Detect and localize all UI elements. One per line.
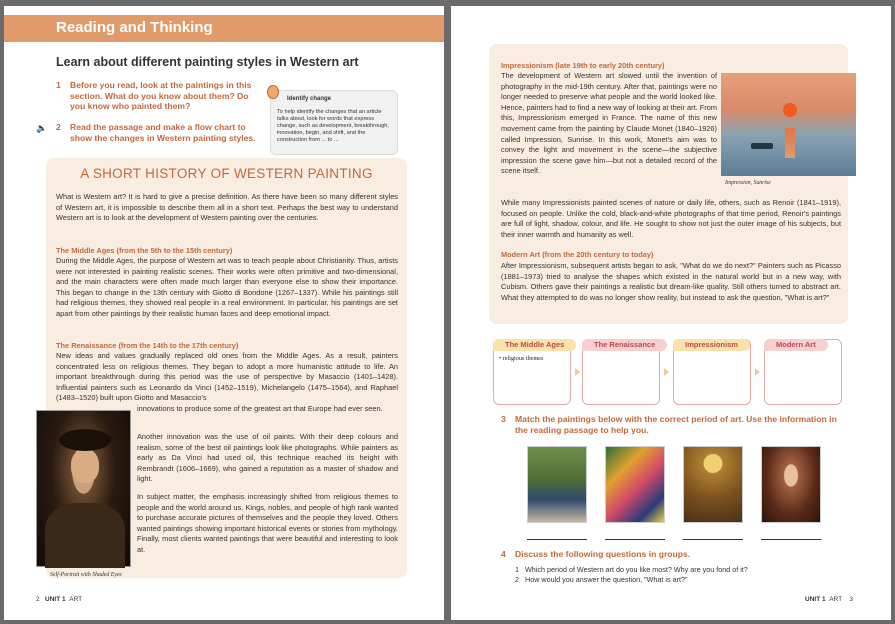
- flow-label: The Middle Ages: [493, 339, 576, 351]
- right-page: [451, 6, 891, 620]
- renaissance-paragraph-c: Another innovation was the use of oil paints. With their deep colours and realism, some of the best oil paintings look like photographs. While painters as early as Da Vinci had used oil, this technique reached its height with Rembrandt (1606–1669), who gained a reputation as a master of shadow and light.: [137, 432, 398, 484]
- renaissance-heading: The Renaissance (from the 14th to the 17th century): [56, 341, 239, 350]
- task-text: Match the paintings below with the correct period of art. Use the information in the reading passage to help you.: [515, 414, 837, 435]
- answer-line[interactable]: [527, 539, 587, 540]
- flow-box-renaissance[interactable]: [582, 339, 660, 405]
- task-number: 1: [56, 80, 61, 90]
- reading-title: A SHORT HISTORY OF WESTERN PAINTING: [80, 166, 373, 181]
- flow-box-impressionism[interactable]: [673, 339, 751, 405]
- intro-paragraph: What is Western art? It is hard to give a precise definition. As there have been so many different styles of Western art, it is impossible to describe them all in a short text. Perhaps the best way to understand Western art is to look at the development of Western painting over the centuries.: [56, 192, 398, 223]
- arrow-right-icon: [755, 368, 760, 376]
- flow-item: • religious themes: [499, 355, 544, 362]
- task-text: Read the passage and make a flow chart to show the changes in Western painting styles.: [70, 122, 256, 143]
- impression-sunrise-image: [721, 73, 856, 176]
- section-title: Reading and Thinking: [56, 19, 213, 36]
- modern-art-paragraph: After Impressionism, subsequent artists began to ask, "What do we do next?" Painters such as Picasso (1881–1973) tried to analyse the shapes which existed in the natural world but in a new way, with Cubism. Others gave their paintings a realistic but dream-like quality. Still others turned to abstract art. What they attempted to do was no longer show reality, but instead to ask the question, "What is art?": [501, 261, 841, 302]
- renaissance-paragraph-b: innovations to produce some of the greatest art that Europe had ever seen.: [137, 404, 383, 413]
- tip-body: To help identify the changes that an article talks about, look for words that express change, such as development, breakthrough, innovation, begin, and shift, and the construction from ... to ...: [277, 109, 389, 143]
- modern-art-heading: Modern Art (from the 20th century to today): [501, 250, 654, 259]
- discussion-question: 2 How would you answer the question, "What is art?": [515, 575, 688, 584]
- page-number: 3: [849, 596, 853, 603]
- answer-line[interactable]: [683, 539, 743, 540]
- flow-label: The Renaissance: [582, 339, 667, 351]
- left-page: [4, 6, 444, 620]
- raphael-portrait-thumb[interactable]: [761, 446, 821, 523]
- task-number: 2: [56, 122, 61, 132]
- tip-box: [270, 90, 398, 155]
- portrait-caption: Self-Portrait with Shaded Eyes: [50, 572, 122, 578]
- impressionism-paragraph-a: The development of Western art slowed until the invention of photography in the mid-19th century. After that, paintings were no longer needed to preserve what people and the world looked like. Hence, painters had to find a new way of looking at their art. From this, Impressionism emerged in France. The name of this new movement came from the painting by Claude Monet (1840–1926) called Impression, Sunrise. In this work, Monet's aim was to convey the light and movement in the scene—the subjective impression the scene gave him—but not a detailed record of the scene itself.: [501, 71, 717, 176]
- page-footer: [805, 596, 853, 603]
- flow-label: Modern Art: [764, 339, 828, 351]
- task-2: [56, 122, 266, 158]
- paperclip-icon: [267, 85, 279, 99]
- task-1: [56, 80, 266, 116]
- picasso-painting-thumb[interactable]: [605, 446, 665, 523]
- discussion-question: 1 Which period of Western art do you like most? Why are you fond of it?: [515, 565, 748, 574]
- renaissance-paragraph-a: New ideas and values gradually replaced old ones from the Middle Ages. As a result, painters concentrated less on religious themes. They began to adopt a more humanistic attitude to life. An important breakthrough during this period was the use of perspective by Masaccio (1401–1428). Influential painters such as Leonardo da Vinci (1452–1519), Michelangelo (1475–1564), and Raphael (1483–1520) built upon Giotto and Masaccio's: [56, 351, 398, 403]
- footer-topic: ART: [829, 596, 843, 603]
- answer-line[interactable]: [761, 539, 821, 540]
- impressionism-heading: Impressionism (late 19th to early 20th century): [501, 61, 665, 70]
- section-banner: [4, 15, 444, 42]
- flow-box-middle-ages[interactable]: [493, 339, 571, 405]
- answer-line[interactable]: [605, 539, 665, 540]
- middle-ages-heading: The Middle Ages (from the 5th to the 15th century): [56, 246, 233, 255]
- renaissance-paragraph-d: In subject matter, the emphasis increasingly shifted from religious themes to people and the world around us. Kings, nobles, and people of high rank wanted to purchase accurate pictures of themselves and the people they loved. Others wanted paintings showing important historical events or stories from mythology. Finally, most clients wanted paintings that were beautiful and interesting to look at.: [137, 492, 398, 554]
- middle-ages-paragraph: During the Middle Ages, the purpose of Western art was to teach people about Christianity. Thus, artists were not interested in painting realistic scenes. Their works were often primitive and two-dimensional, and the main characters were often made much larger than everyone else to show their importance. This began to change in the 13th century with Giotto di Bondone (1267–1337). While his paintings still had religious themes, they showed real people in a real environment. In particular, his paintings are set apart from other paintings by their realistic human faces and deep emotional impact.: [56, 256, 398, 318]
- task-3: [501, 414, 851, 436]
- lesson-title: Learn about different painting styles in Western art: [56, 55, 359, 69]
- flow-label: Impressionism: [673, 339, 750, 351]
- impressionism-paragraph-b: While many Impressionists painted scenes of nature or daily life, others, such as Renoir (1841–1919), focused on people. Unlike the cold, black-and-white photographs of that time period, Renoir's paintings are full of light, shadow, colour, and life. He sought to show not just the outer image of his subjects, but their inner warmth and humanity as well.: [501, 198, 841, 239]
- sunrise-caption: Impression, Sunrise: [725, 180, 771, 186]
- arrow-right-icon: [664, 368, 669, 376]
- tip-title: Identify change: [287, 96, 332, 102]
- arrow-right-icon: [575, 368, 580, 376]
- audio-speaker-icon[interactable]: 🔈: [36, 123, 48, 133]
- task-text: Before you read, look at the paintings in this section. What do you know about them? Do you know who painted them?: [70, 80, 252, 111]
- task-text: Discuss the following questions in groups.: [515, 549, 691, 559]
- page-number: 2: [36, 596, 40, 603]
- rembrandt-portrait-image: [36, 410, 131, 567]
- flow-box-modern-art[interactable]: [764, 339, 842, 405]
- footer-unit: UNIT 1: [805, 596, 826, 603]
- task-number: 3: [501, 414, 506, 424]
- footer-unit: UNIT 1: [45, 596, 66, 603]
- task-number: 4: [501, 549, 506, 559]
- byzantine-mosaic-thumb[interactable]: [683, 446, 743, 523]
- page-footer: [36, 596, 82, 603]
- renoir-girl-painting-thumb[interactable]: [527, 446, 587, 523]
- footer-topic: ART: [69, 596, 83, 603]
- task-4: [501, 549, 851, 561]
